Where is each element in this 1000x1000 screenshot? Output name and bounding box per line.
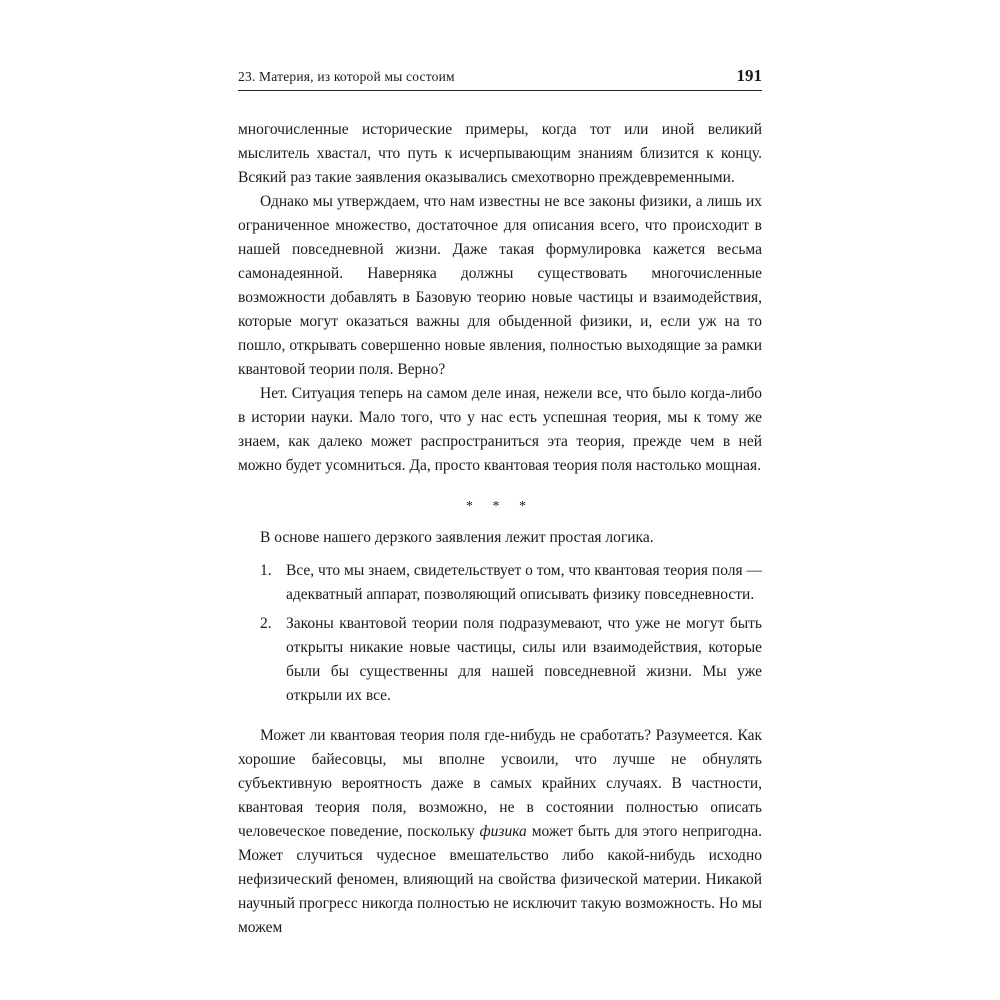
list-item <box>238 612 762 708</box>
numbered-list <box>238 559 762 708</box>
paragraph-1: многочисленные исторические примеры, когда тот или иной великий мыслитель хвастал, что путь к исчерпывающим знаниям близится к концу. Всякий раз такие заявления оказывались смехотворно преждевременными. <box>238 121 762 186</box>
list-item-text: Все, что мы знаем, свидетельствует о том, что квантовая теория поля — адекватный аппарат, позволяющий описывать физику повседневности. <box>286 562 762 603</box>
list-item-number: 2. <box>260 615 272 632</box>
list-item-text: Законы квантовой теории поля подразумевают, что уже не могут быть открыты никакие новые частицы, силы или взаимодействия, которые были бы существенны для нашей повседневной жизни. Мы уже открыли их все. <box>286 615 762 704</box>
page-header <box>238 66 762 91</box>
emphasized-word: физика <box>479 823 527 840</box>
paragraph-3: Нет. Ситуация теперь на самом деле иная, нежели все, что было когда-либо в истории науки. Мало того, что у нас есть успешная теория, мы к тому же знаем, как далеко может распространиться эта теория, прежде чем в ней можно будет усомниться. Да, просто квантовая теория поля настолько мощная. <box>238 385 762 474</box>
page-number: 191 <box>736 66 762 85</box>
paragraph-4: В основе нашего дерзкого заявления лежит простая логика. <box>260 529 654 546</box>
paragraph-5-part-1: Может ли квантовая теория поля где-нибудь не сработать? Разумеется. Как хорошие байесовцы, мы вполне усвоили, что лучше не обнулять субъективную вероятность даже в самых крайних случаях. В частности, квантовая теория поля, возможно, не в состоянии полностью описать человеческое поведение, поскольку <box>238 727 762 840</box>
list-item <box>238 559 762 607</box>
page-body <box>238 118 762 940</box>
paragraph-2: Однако мы утверждаем, что нам известны не все законы физики, а лишь их ограниченное множество, достаточное для описания всего, что происходит в нашей повседневной жизни. Даже такая формулировка кажется весьма самонадеянной. Наверняка должны существовать многочисленные возможности добавлять в Базовую теорию новые частицы и взаимодействия, которые могут оказаться важны для обыденной физики, и, если уж на то пошло, открывать совершенно новые явления, полностью выходящие за рамки квантовой теории поля. Верно? <box>238 193 762 378</box>
running-head: 23. Материя, из которой мы состоим <box>238 69 455 84</box>
paragraph-5-part-2: может быть для этого непригодна. Может случиться чудесное вмешательство либо какой-нибудь исходно нефизический феномен, влияющий на свойства физической материи. Никакой научный прогресс никогда полностью не исключит такую возможность. Но мы можем <box>238 823 762 936</box>
section-separator: * * * <box>466 499 534 514</box>
list-item-number: 1. <box>260 562 272 579</box>
paragraph-5 <box>238 724 762 940</box>
